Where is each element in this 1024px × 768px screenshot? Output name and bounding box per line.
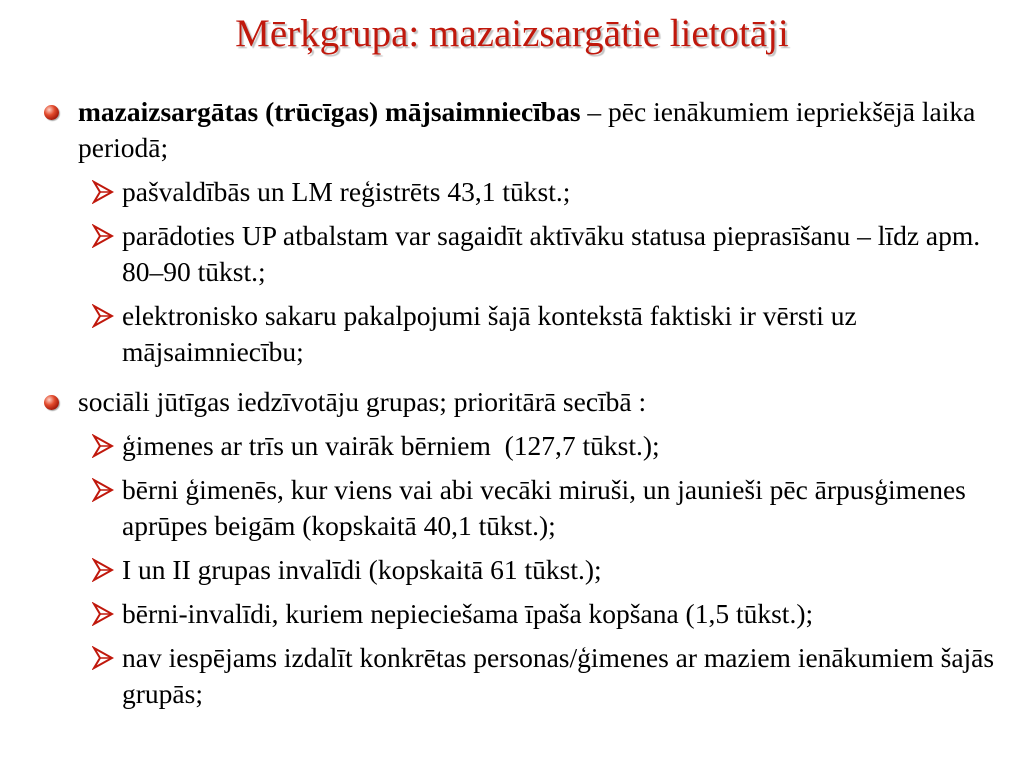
- arrowhead-bullet-icon: [92, 478, 114, 502]
- arrowhead-bullet-icon: [92, 602, 114, 626]
- subitem-list: [0, 428, 1024, 712]
- slide-title: Mērķgrupa: mazaizsargātie lietotāji: [235, 12, 789, 55]
- subitem-text: pašvaldībās un LM reģistrēts 43,1 tūkst.;: [122, 176, 571, 207]
- bullet-item-text: sociāli jūtīgas iedzīvotāju grupas; prioritārā secībā :: [78, 386, 647, 417]
- subitem-text: bērni-invalīdi, kuriem nepieciešama īpaša kopšana (1,5 tūkst.);: [122, 598, 814, 629]
- subitem-text: ģimenes ar trīs un vairāk bērniem (127,7 tūkst.);: [122, 430, 660, 461]
- subitem: [0, 472, 1024, 544]
- subitem-text: elektronisko sakaru pakalpojumi šajā kontekstā faktiski ir vērsti uz mājsaimniecību;: [122, 300, 857, 367]
- subitem-text: nav iespējams izdalīt konkrētas personas/ģimenes ar maziem ienākumiem šajās grupās;: [122, 642, 995, 709]
- subitem: [0, 218, 1024, 290]
- arrowhead-bullet-icon: [92, 180, 114, 204]
- bullet-item-text: – pēc ienākumiem iepriekšējā laika periodā;: [78, 96, 976, 163]
- bullet-item-bold-text: mazaizsargātas (trūcīgas) mājsaimniecības: [78, 96, 581, 127]
- subitem: [0, 640, 1024, 712]
- slide-content: [0, 94, 1024, 712]
- arrowhead-bullet-icon: [92, 558, 114, 582]
- arrowhead-bullet-icon: [92, 434, 114, 458]
- subitem: [0, 596, 1024, 632]
- red-sphere-bullet-icon: [44, 395, 59, 410]
- arrowhead-bullet-icon: [92, 646, 114, 670]
- bullet-item-socially-sensitive-groups: [0, 384, 1024, 420]
- subitem-text: parādoties UP atbalstam var sagaidīt aktīvāku statusa pieprasīšanu – līdz apm. 80–90 tūkst.;: [122, 220, 981, 287]
- red-sphere-bullet-icon: [44, 105, 59, 120]
- arrowhead-bullet-icon: [92, 304, 114, 328]
- subitem: [0, 298, 1024, 370]
- arrowhead-bullet-icon: [92, 224, 114, 248]
- subitem-text: bērni ģimenēs, kur viens vai abi vecāki miruši, un jaunieši pēc ārpusģimenes aprūpes beigām (kopskaitā 40,1 tūkst.);: [122, 474, 966, 541]
- bullet-item-vulnerable-households: [0, 94, 1024, 166]
- subitem-text: I un II grupas invalīdi (kopskaitā 61 tūkst.);: [122, 554, 602, 585]
- subitem: [0, 552, 1024, 588]
- subitem: [0, 174, 1024, 210]
- subitem-list: [0, 174, 1024, 370]
- subitem: [0, 428, 1024, 464]
